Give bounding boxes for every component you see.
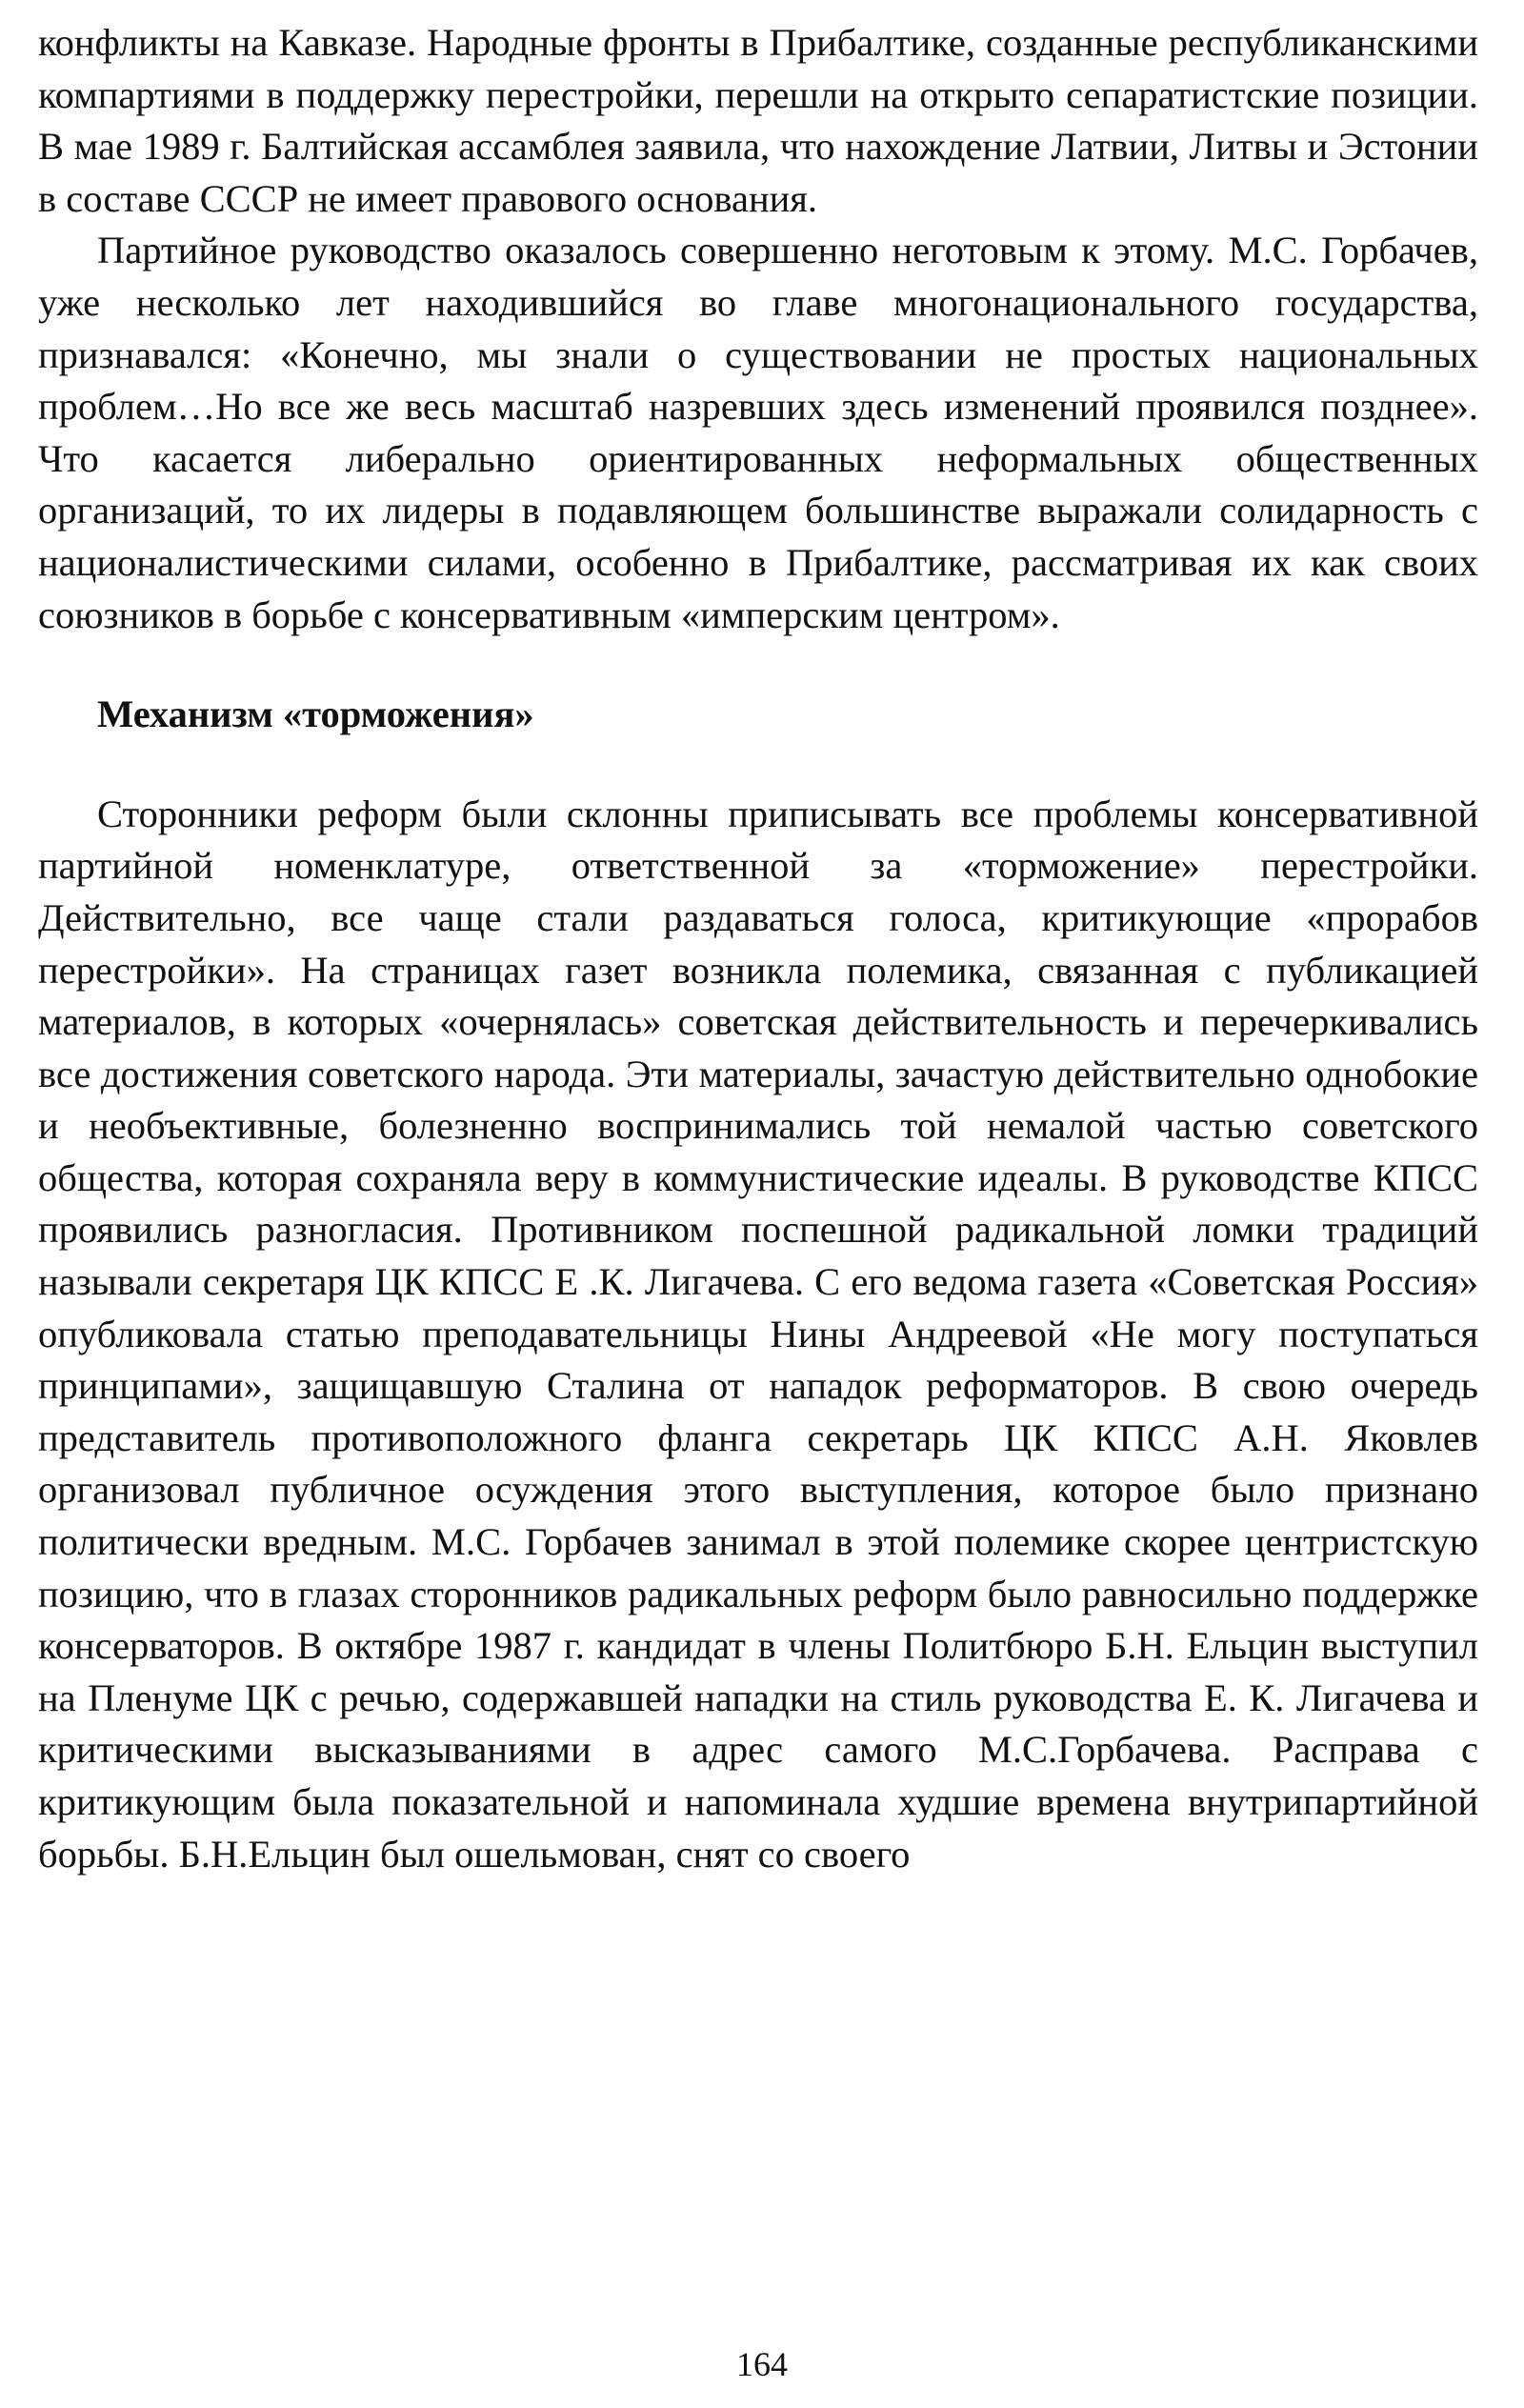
paragraph-reform-supporters: Сторонники реформ были склонны приписывать все проблемы консервативной партийной номенклатуре, ответственной за «торможение» перестройки. Действительно, все чаще стали раздаваться голоса, критикующие «прорабов перестройки». На страницах газет возникла полемика, связанная с публикацией материалов, в которых «очернялась» советская действительность и перечеркивались все достижения советского народа. Эти материалы, зачастую действительно однобокие и необъективные, болезненно воспринимались той немалой частью советского общества, которая сохраняла веру в коммунистические идеалы. В руководстве КПСС проявились разногласия. Противником поспешной радикальной ломки традиций называли секретаря ЦК КПСС Е .К. Лигачева. С его ведома газета «Советская Россия» опубликовала статью преподавательницы Нины Андреевой «Не могу поступаться принципами», защищавшую Сталина от нападок реформаторов. В свою очередь представитель противоположного фланга секретарь ЦК КПСС А.Н. Яковлев организовал публичное осуждения этого выступления, которое было признано политически вредным. М.С. Горбачев занимал в этой полемике скорее центристскую позицию, что в глазах сторонников радикальных реформ было равносильно поддержке консерваторов. В октябре 1987 г. кандидат в члены Политбюро Б.Н. Ельцин выступил на Пленуме ЦК с речью, содержавшей нападки на стиль руководства Е. К. Лигачева и критическими высказываниями в адрес самого М.С.Горбачева. Расправа с критикующим была показательной и напоминала худшие времена внутрипартийной борьбы. Б.Н.Ельцин был ошельмован, снят со своего <box>38 792 1478 1876</box>
page-content <box>38 17 1478 1880</box>
paragraph-continuation: конфликты на Кавказе. Народные фронты в Прибалтике, созданные республиканскими компартиями в поддержку перестройки, перешли на открыто сепаратистские позиции. В мае 1989 г. Балтийская ассамблея заявила, что нахождение Латвии, Литвы и Эстонии в составе СССР не имеет правового основания. <box>38 21 1478 220</box>
spacer <box>38 741 1478 789</box>
spacer <box>38 641 1478 689</box>
section-heading: Механизм «торможения» <box>97 692 534 736</box>
paragraph-party-leadership: Партийное руководство оказалось совершенно неготовым к этому. М.С. Горбачев, уже несколько лет находившийся во главе многонационального государства, признавался: «Конечно, мы знали о существовании не простых национальных проблем…Но все же весь масштаб назревших здесь изменений проявился позднее». Что касается либерально ориентированных неформальных общественных организаций, то их лидеры в подавляющем большинстве выражали солидарность с националистическими силами, особенно в Прибалтике, рассматривая их как своих союзников в борьбе с консервативным «имперским центром». <box>38 229 1478 636</box>
page-number: 164 <box>736 2345 788 2383</box>
